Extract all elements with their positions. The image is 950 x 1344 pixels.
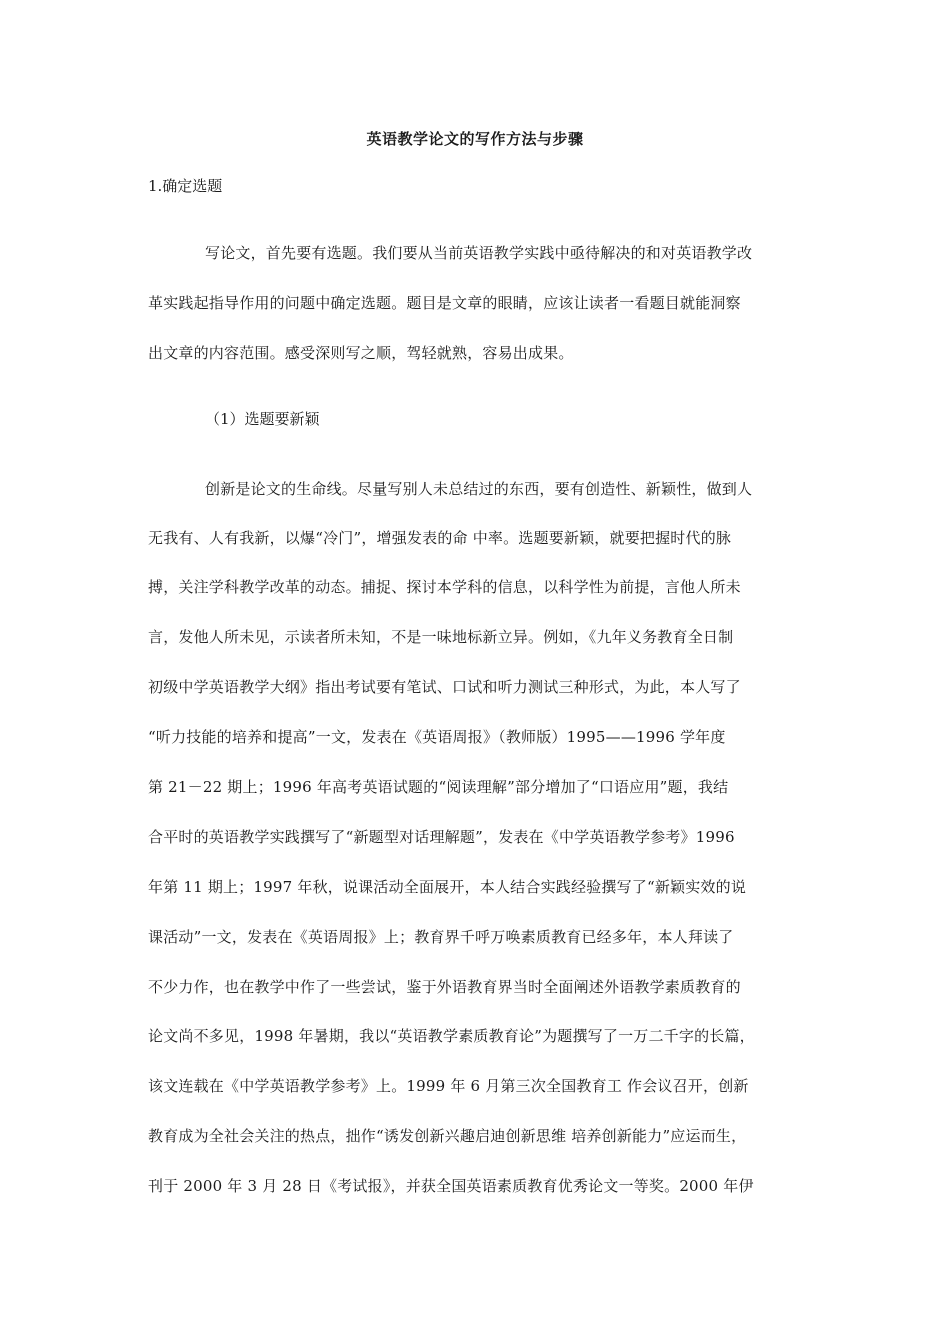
paragraph-line: 出文章的内容范围。感受深则写之顺，驾轻就熟，容易出成果。 [148, 344, 574, 362]
section-heading: 1.确定选题 [148, 177, 223, 195]
paragraph-line: 初级中学英语教学大纲》指出考试要有笔试、口试和听力测试三种形式，为此，本人写了 [148, 678, 741, 696]
paragraph-line: 教育成为全社会关注的热点，拙作“诱发创新兴趣启迪创新思维 培养创新能力”应运而生， [148, 1127, 747, 1145]
paragraph-line: 该文连载在《中学英语教学参考》上。1999 年 6 月第三次全国教育工 作会议召开，创新 [148, 1077, 749, 1095]
sub-heading: （1）选题要新颖 [205, 410, 320, 428]
paragraph-line: 写论文，首先要有选题。我们要从当前英语教学实践中亟待解决的和对英语教学改 [205, 244, 753, 262]
paragraph-line: 第 21－22 期上；1996 年高考英语试题的“阅读理解”部分增加了“口语应用”题，我结 [148, 778, 729, 796]
paragraph-line: 言，发他人所未见，示读者所未知，不是一味地标新立异。例如，《九年义务教育全日制 [148, 628, 734, 646]
paragraph-line: “听力技能的培养和提高”一文，发表在《英语周报》（教师版）1995——1996 学年度 [148, 728, 726, 746]
paragraph-line: 论文尚不多见，1998 年暑期，我以“英语教学素质教育论”为题撰写了一万二千字的长篇， [148, 1027, 755, 1045]
paragraph-line: 合平时的英语教学实践撰写了“新题型对话理解题”，发表在《中学英语教学参考》1996 [148, 828, 735, 846]
paragraph-line: 刊于 2000 年 3 月 28 日《考试报》，并获全国英语素质教育优秀论文一等奖。2000 年伊 [148, 1177, 754, 1195]
paragraph-line: 年第 11 期上；1997 年秋，说课活动全面展开，本人结合实践经验撰写了“新颖实效的说 [148, 878, 747, 896]
paragraph-line: 无我有、人有我新，以爆“冷门”，增强发表的命 中率。选题要新颖，就要把握时代的脉 [148, 529, 732, 547]
document-title: 英语教学论文的写作方法与步骤 [366, 130, 584, 148]
paragraph-line: 搏，关注学科教学改革的动态。捕捉、探讨本学科的信息，以科学性为前提，言他人所未 [148, 578, 741, 596]
paragraph-line: 课活动”一文，发表在《英语周报》上；教育界千呼万唤素质教育已经多年，本人拜读了 [148, 928, 734, 946]
paragraph-line: 革实践起指导作用的问题中确定选题。题目是文章的眼睛，应该让读者一看题目就能洞察 [148, 294, 741, 312]
paragraph-line: 创新是论文的生命线。尽量写别人未总结过的东西，要有创造性、新颖性，做到人 [205, 480, 753, 498]
paragraph-line: 不少力作，也在教学中作了一些尝试，鉴于外语教育界当时全面阐述外语教学素质教育的 [148, 978, 741, 996]
